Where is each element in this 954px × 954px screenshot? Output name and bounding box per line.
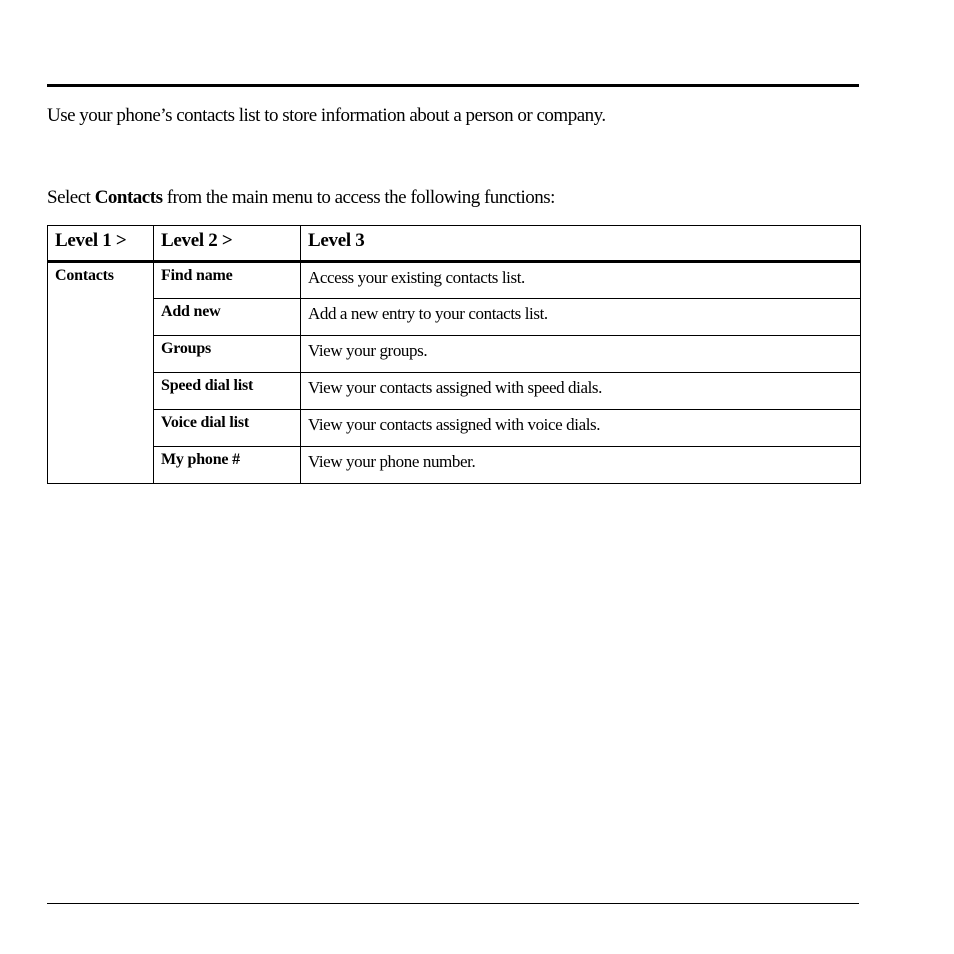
intro-paragraph: Use your phone’s contacts list to store information about a person or company. — [47, 105, 606, 126]
table-row — [48, 447, 861, 484]
level2-cell: Voice dial list — [154, 410, 301, 447]
level2-cell: Speed dial list — [154, 373, 301, 410]
lead-paragraph — [47, 187, 555, 209]
table-row — [48, 373, 861, 410]
level3-cell: View your groups. — [301, 336, 861, 373]
table-row — [48, 336, 861, 373]
lead-emphasis: Contacts — [94, 187, 163, 208]
level2-cell: My phone # — [154, 447, 301, 484]
bottom-rule — [47, 903, 859, 904]
level2-cell: Add new — [154, 299, 301, 336]
contacts-menu-table — [47, 225, 861, 484]
header-level-1: Level 1 > — [48, 226, 154, 262]
top-rule — [47, 84, 859, 87]
table-row — [48, 410, 861, 447]
header-level-2: Level 2 > — [154, 226, 301, 262]
level3-cell: View your phone number. — [301, 447, 861, 484]
table-row — [48, 299, 861, 336]
table-row — [48, 262, 861, 299]
level3-cell: Access your existing contacts list. — [301, 262, 861, 299]
level2-cell: Groups — [154, 336, 301, 373]
header-level-3: Level 3 — [301, 226, 861, 262]
level1-contacts: Contacts — [48, 262, 154, 484]
level3-cell: View your contacts assigned with speed dials. — [301, 373, 861, 410]
level3-cell: Add a new entry to your contacts list. — [301, 299, 861, 336]
level3-cell: View your contacts assigned with voice dials. — [301, 410, 861, 447]
table-header-row — [48, 226, 861, 262]
lead-suffix: from the main menu to access the following functions: — [162, 187, 555, 208]
lead-prefix: Select — [47, 187, 95, 208]
level2-cell: Find name — [154, 262, 301, 299]
